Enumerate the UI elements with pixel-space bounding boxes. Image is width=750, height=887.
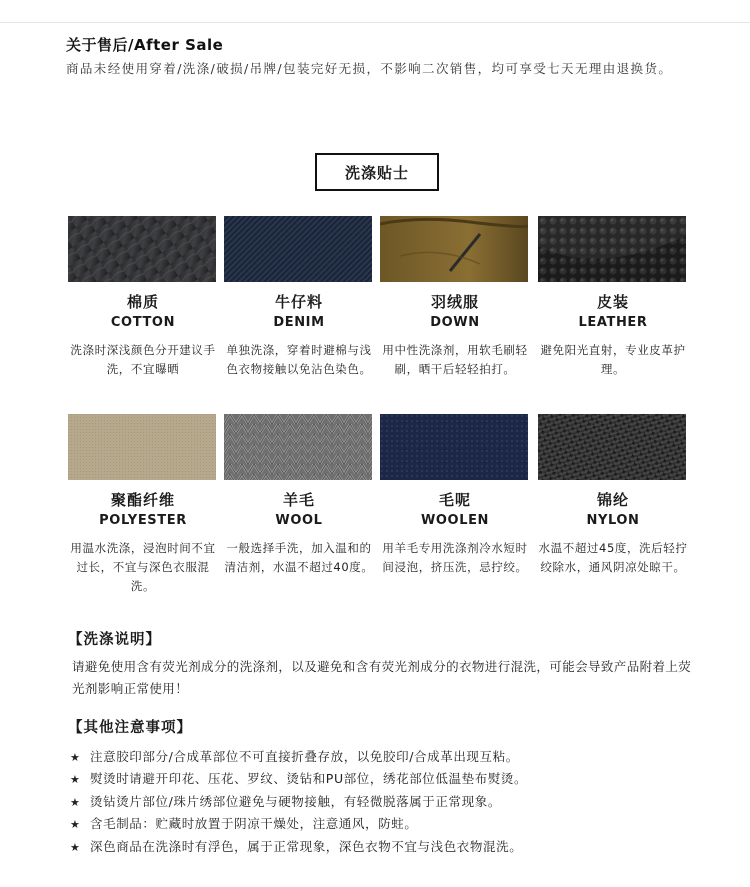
- star-bullet-icon: ★: [70, 840, 81, 854]
- fabric-name-en: WOOLEN: [420, 513, 490, 528]
- care-tips-label: 洗涤贴士: [315, 153, 439, 191]
- fabric-name-cn: 聚酯纤维: [110, 491, 175, 509]
- polyester-swatch-image: [68, 414, 216, 480]
- fabric-card-leather: [538, 216, 688, 379]
- wash-instructions-text: 请避免使用含有荧光剂成分的洗涤剂，以及避免和含有荧光剂成分的衣物进行混洗，可能会导致产品附着上荧光剂影响正常使用！: [72, 659, 692, 696]
- fabric-card-wool: [224, 414, 374, 577]
- fabric-care-text: 用羊毛专用洗涤剂冷水短时间浸泡，挤压洗，忌拧绞。: [382, 541, 528, 574]
- fabric-name-cn: 牛仔料: [274, 293, 323, 311]
- fabric-name-cn: 毛呢: [438, 491, 471, 509]
- list-item: [70, 746, 710, 768]
- fabric-care-text: 单独洗涤，穿着时避棉与浅色衣物接触以免沾色染色。: [226, 343, 372, 376]
- fabric-card-denim: [224, 216, 374, 379]
- list-item: [70, 768, 710, 790]
- fabric-card-polyester: [68, 414, 218, 596]
- fabric-care-text: 用温水洗涤，浸泡时间不宜过长，不宜与深色衣服混洗。: [70, 541, 216, 593]
- fabric-care-text: 洗涤时深浅颜色分开建议手洗，不宜曝晒: [70, 343, 216, 376]
- star-bullet-icon: ★: [70, 773, 81, 787]
- note-text: 注意胶印部分/合成革部位不可直接折叠存放，以免胶印/合成革出现互粘。: [90, 749, 519, 764]
- star-bullet-icon: ★: [70, 751, 81, 764]
- fabric-name-en: WOOL: [275, 513, 323, 528]
- fabric-name-en: DOWN: [430, 315, 480, 330]
- fabric-name-cn: 锦纶: [596, 491, 629, 509]
- note-text: 熨烫时请避开印花、压花、罗纹、烫钻和PU部位，绣花部位低温垫布熨烫。: [90, 771, 528, 787]
- fabric-name-en: NYLON: [586, 513, 640, 528]
- after-sale-description: 商品未经使用穿着/洗涤/破损/吊牌/包装完好无损，不影响二次销售，均可享受七天无理由退换货。: [66, 61, 673, 76]
- star-bullet-icon: ★: [70, 818, 81, 832]
- wool-swatch-image: [224, 414, 372, 480]
- fabric-name-cn: 棉质: [126, 293, 159, 311]
- star-bullet-icon: ★: [70, 795, 81, 809]
- fabric-card-nylon: [538, 414, 688, 577]
- fabric-name-cn: 羊毛: [282, 491, 315, 509]
- fabric-name-en: DENIM: [273, 315, 325, 330]
- fabric-card-woolen: [380, 414, 530, 577]
- after-sale-title: 关于售后/After Sale: [66, 36, 224, 54]
- note-text: 深色商品在洗涤时有浮色，属于正常现象，深色衣物不宜与浅色衣物混洗。: [90, 838, 523, 854]
- other-notes-title: 【其他注意事项】: [68, 720, 192, 736]
- denim-swatch-image: [224, 216, 372, 282]
- fabric-care-text: 用中性洗涤剂，用软毛刷轻刷，晒干后轻轻拍打。: [382, 343, 528, 376]
- fabric-name-cn: 羽绒服: [430, 293, 479, 311]
- list-item: [70, 791, 710, 813]
- leather-swatch-image: [538, 216, 686, 282]
- list-item: [70, 836, 710, 858]
- down-swatch-image: [380, 216, 528, 282]
- fabric-card-cotton: [68, 216, 218, 379]
- nylon-swatch-image: [538, 414, 686, 480]
- fabric-name-en: LEATHER: [578, 315, 648, 330]
- after-sale-section: [66, 34, 686, 78]
- fabric-name-en: COTTON: [110, 315, 176, 330]
- fabric-name-en: POLYESTER: [99, 513, 187, 528]
- fabric-name-cn: 皮装: [596, 293, 629, 311]
- fabric-care-text: 避免阳光直射，专业皮革护理。: [540, 343, 686, 376]
- fabric-care-text: 一般选择手洗，加入温和的清洁剂，水温不超过40度。: [224, 541, 374, 574]
- woolen-swatch-image: [380, 414, 528, 480]
- wash-instructions-title: 【洗涤说明】: [68, 632, 161, 648]
- note-text: 烫钻烫片部位/珠片绣部位避免与硬物接触，有轻微脱落属于正常现象。: [90, 793, 501, 809]
- cotton-swatch-image: [68, 216, 216, 282]
- fabric-card-down: [380, 216, 530, 379]
- top-divider: [0, 22, 750, 23]
- list-item: [70, 813, 710, 835]
- note-text: 含毛制品：贮藏时放置于阴凉干燥处，注意通风，防蛀。: [90, 816, 418, 832]
- fabric-care-text: 水温不超过45度，洗后轻拧绞除水，通风阴凉处晾干。: [538, 541, 688, 574]
- other-notes-list: [70, 746, 710, 858]
